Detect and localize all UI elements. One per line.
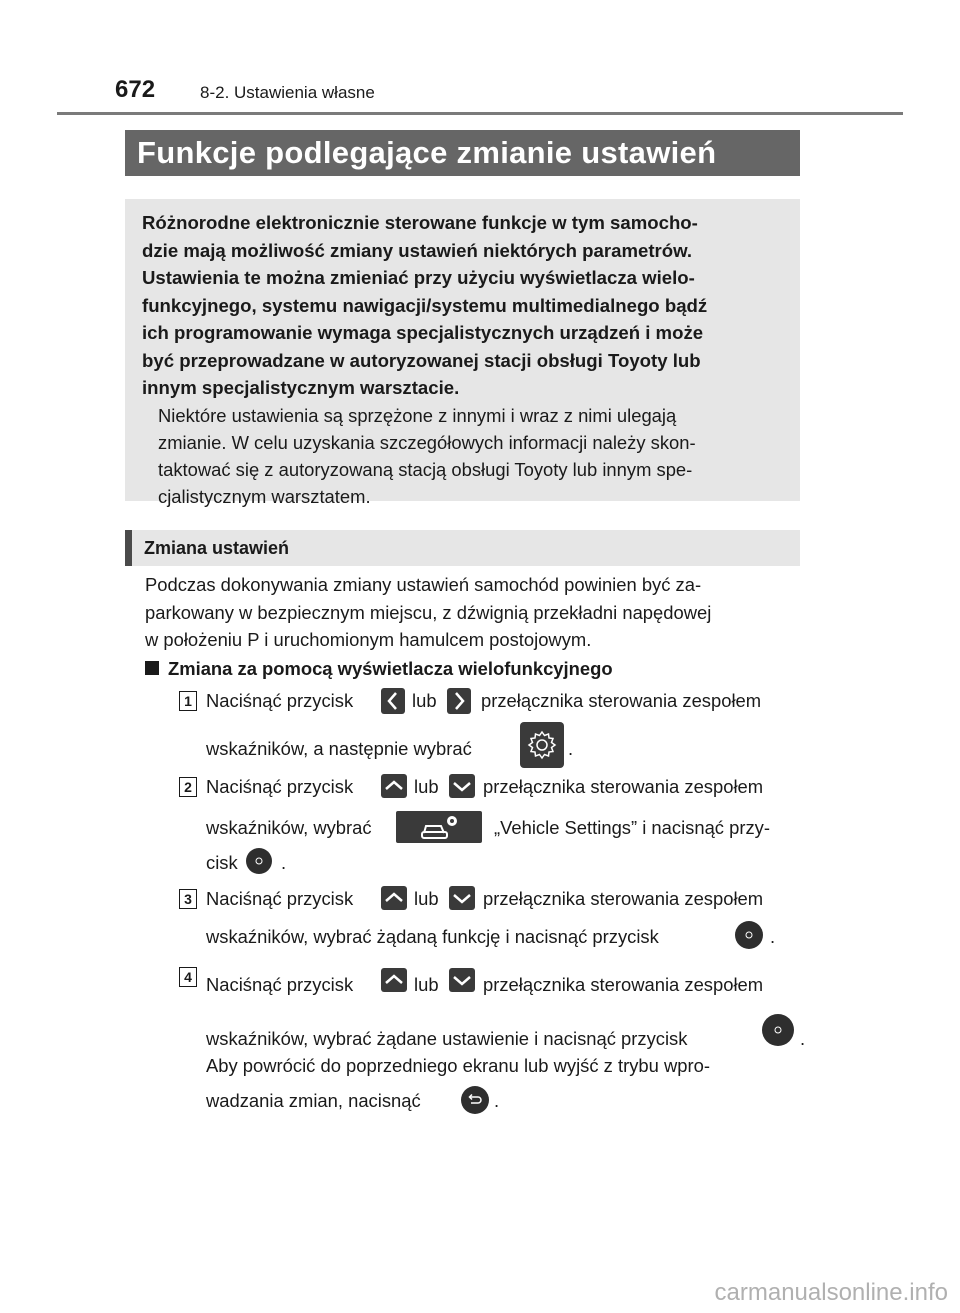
step-text: . bbox=[568, 738, 574, 759]
step-text: . bbox=[281, 852, 287, 873]
subsection-title: Zmiana ustawień bbox=[125, 530, 800, 566]
bullet-heading-text: Zmiana za pomocą wyświetlacza wielofunkcyjnego bbox=[168, 658, 613, 679]
step-text: przełącznika sterowania zespołem bbox=[483, 888, 764, 909]
chevron-up-icon bbox=[381, 774, 407, 803]
step-text: . bbox=[770, 926, 776, 947]
intro-line: dzie mają możliwość zmiany ustawień niektórych parametrów. bbox=[142, 239, 693, 261]
chevron-down-icon bbox=[449, 774, 475, 803]
ok-button-icon bbox=[735, 921, 763, 949]
step-number: 4 bbox=[179, 967, 197, 987]
ok-button-icon bbox=[246, 848, 272, 874]
step-text: wskaźników, wybrać bbox=[206, 817, 372, 838]
vehicle-settings-icon bbox=[396, 811, 482, 848]
intro-box bbox=[125, 199, 800, 507]
step-text: Naciśnąć przycisk bbox=[206, 690, 354, 711]
note-line: Niektóre ustawienia są sprzężone z innymi i wraz z nimi ulegają bbox=[158, 404, 677, 426]
step-number: 1 bbox=[179, 691, 197, 711]
step-text: Naciśnąć przycisk bbox=[206, 776, 354, 797]
intro-line: innym specjalistycznym warsztacie. bbox=[142, 377, 460, 398]
step-number: 2 bbox=[179, 777, 197, 797]
section-reference: 8-2. Ustawienia własne bbox=[200, 83, 375, 102]
chevron-up-icon bbox=[381, 886, 407, 915]
step-text: . bbox=[494, 1090, 500, 1111]
chevron-left-icon bbox=[381, 688, 405, 712]
step-text: wskaźników, wybrać żądane ustawienie i nacisnąć przycisk bbox=[206, 1028, 688, 1049]
paragraph-line: Podczas dokonywania zmiany ustawień samochód powinien być za- bbox=[145, 574, 702, 595]
chevron-down-icon bbox=[449, 886, 475, 915]
page-header bbox=[0, 0, 960, 120]
paragraph-line: w położeniu P i uruchomionym hamulcem postojowym. bbox=[145, 629, 592, 650]
step-text: wskaźników, a następnie wybrać bbox=[206, 738, 472, 759]
intro-line: Różnorodne elektronicznie sterowane funkcje w tym samocho- bbox=[142, 212, 698, 233]
step-text: Aby powrócić do poprzedniego ekranu lub wyjść z trybu wpro- bbox=[206, 1055, 710, 1076]
step-text: lub bbox=[414, 776, 439, 797]
bullet-heading bbox=[145, 658, 613, 680]
chevron-up-icon bbox=[381, 968, 407, 997]
gear-icon bbox=[520, 722, 564, 773]
step-text: przełącznika sterowania zespołem bbox=[483, 776, 764, 797]
intro-note bbox=[158, 402, 782, 510]
intro-line: Ustawienia te można zmieniać przy użyciu wyświetlacza wielo- bbox=[142, 267, 695, 288]
chevron-right-icon bbox=[447, 688, 471, 712]
note-line: zmianie. W celu uzyskania szczegółowych informacji należy skon- bbox=[158, 431, 696, 453]
page-title: Funkcje podlegające zmianie ustawień bbox=[125, 130, 800, 176]
intro-line: być przeprowadzane w autoryzowanej stacji obsługi Toyoty lub bbox=[142, 349, 701, 371]
intro-text bbox=[142, 209, 782, 402]
note-line: taktować się z autoryzowaną stacją obsługi Toyoty lub innym spe- bbox=[158, 458, 693, 480]
back-button-icon bbox=[461, 1086, 489, 1119]
step-text: wskaźników, wybrać żądaną funkcję i nacisnąć przycisk bbox=[206, 926, 659, 947]
intro-line: funkcyjnego, systemu nawigacji/systemu multimedialnego bądź bbox=[142, 294, 708, 316]
header-rule bbox=[57, 112, 903, 115]
page-number: 672 bbox=[115, 76, 156, 103]
step-text: wadzania zmian, nacisnąć bbox=[206, 1090, 421, 1111]
step-text: „Vehicle Settings” i nacisnąć przy- bbox=[494, 817, 770, 838]
note-line: cjalistycznym warsztatem. bbox=[158, 485, 371, 507]
step-text: . bbox=[800, 1028, 806, 1049]
intro-line: ich programowanie wymaga specjalistycznych urządzeń i może bbox=[142, 322, 704, 343]
chevron-down-icon bbox=[449, 968, 475, 997]
paragraph-line: parkowany w bezpiecznym miejscu, z dźwignią przekładni napędowej bbox=[145, 601, 712, 623]
bullet-square-icon bbox=[145, 661, 159, 675]
step-text: przełącznika sterowania zespołem bbox=[481, 690, 762, 711]
step-text: Naciśnąć przycisk bbox=[206, 974, 354, 995]
step-text: lub bbox=[414, 888, 439, 909]
ok-button-icon bbox=[762, 1014, 794, 1046]
step-text: lub bbox=[412, 690, 437, 711]
step-number: 3 bbox=[179, 889, 197, 909]
watermark: carmanualsonline.info bbox=[714, 1279, 948, 1306]
paragraph bbox=[145, 571, 800, 654]
step-text: Naciśnąć przycisk bbox=[206, 888, 354, 909]
step-text: przełącznika sterowania zespołem bbox=[483, 974, 764, 995]
step-text: lub bbox=[414, 974, 439, 995]
step-text: cisk bbox=[206, 852, 238, 873]
